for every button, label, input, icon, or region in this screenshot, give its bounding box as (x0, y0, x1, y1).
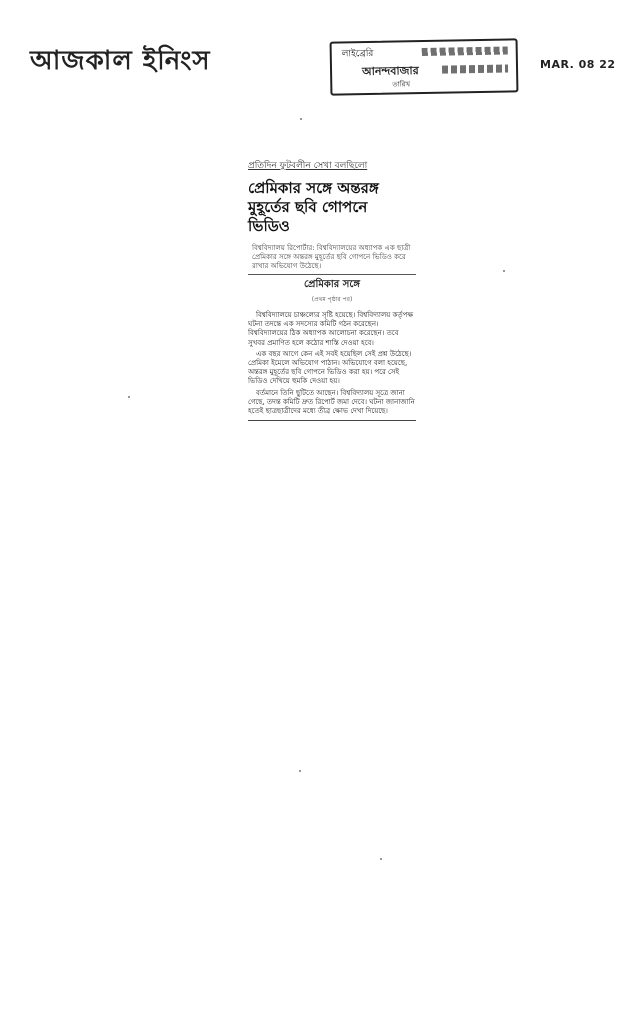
scan-speck (128, 396, 130, 398)
article-headline (248, 179, 416, 236)
scan-speck (380, 858, 382, 860)
stamp-dotted-line (422, 47, 508, 56)
article-body (248, 311, 416, 416)
article-paragraph: বিশ্ববিদ্যালয়ে চাঞ্চল্যের সৃষ্টি হয়েছে। বিশ্ববিদ্যালয় কর্তৃপক্ষ ঘটনা তদন্তে এক সদস্যের কমিটি গঠন করেছেন। বিশ্ববিদ্যালয়ের ঠিক অধ্যাপক আলোচনা করেছেন। তবে সুখবর প্রমাণিত হলে কঠোর শাস্তি দেওয়া হবে। (248, 311, 414, 347)
headline-line-1: প্রেমিকার সঙ্গে অন্তরঙ্গ (248, 179, 379, 197)
stamp-line-1: লাইব্রেরি (341, 48, 374, 60)
article-kicker: প্রতিদিন ফুটবলীন সেখা বলছিলো (248, 161, 368, 171)
library-stamp (330, 38, 519, 95)
scan-speck (299, 770, 301, 772)
article-end-rule (248, 420, 416, 421)
scan-speck (300, 118, 302, 120)
article-paragraph: এক বছর আগে কেন এই সবই হয়েছিল সেই প্রশ্ন উঠেছে। প্রেমিকা ইমেলে অভিযোগ পাঠান। অভিযোগে বলা হয়েছে, অন্তরঙ্গ মুহূর্তের ছবি গোপনে ভিডিও করা হয়। পরে সেই ভিডিও দেখিয়ে হুমকি দেওয়া হয়। (248, 349, 412, 386)
article-subhead: প্রেমিকার সঙ্গে (248, 274, 416, 294)
news-clipping (248, 158, 416, 678)
headline-line-3: ভিডিও (248, 217, 290, 235)
continued-note: (প্রথম পৃষ্ঠার পর) (311, 296, 353, 303)
article-paragraph: বর্তমানে তিনি ছুটিতে আছেন। বিশ্ববিদ্যালয় সূত্রে জানা গেছে, তদন্ত কমিটি দ্রুত রিপোর্ট জমা দেবে। ঘটনা জানাজানি হতেই ছাত্রছাত্রীদের মধ্যে তীব্র ক্ষোভ দেখা দিয়েছে। (248, 388, 415, 416)
newspaper-masthead: আজকাল ইনিংস (30, 46, 211, 76)
headline-line-2: মুহূর্তের ছবি গোপনে (248, 198, 368, 216)
clipping-date: MAR. 08 22 (540, 58, 616, 71)
stamp-line-3: তারিখ (392, 80, 411, 89)
scan-speck (503, 270, 505, 272)
stamp-line-2: আনন্দবাজার (361, 64, 419, 79)
stamp-dotted-line (442, 65, 508, 74)
article-intro: বিশ্ববিদ্যালয় রিপোর্টার: বিশ্ববিদ্যালয়ের অধ্যাপক এক ছাত্রী প্রেমিকার সঙ্গে অন্তরঙ্গ মুহূর্তের ছবি গোপনে ভিডিও করে রাখার অভিযোগ উঠেছে। (252, 244, 411, 270)
